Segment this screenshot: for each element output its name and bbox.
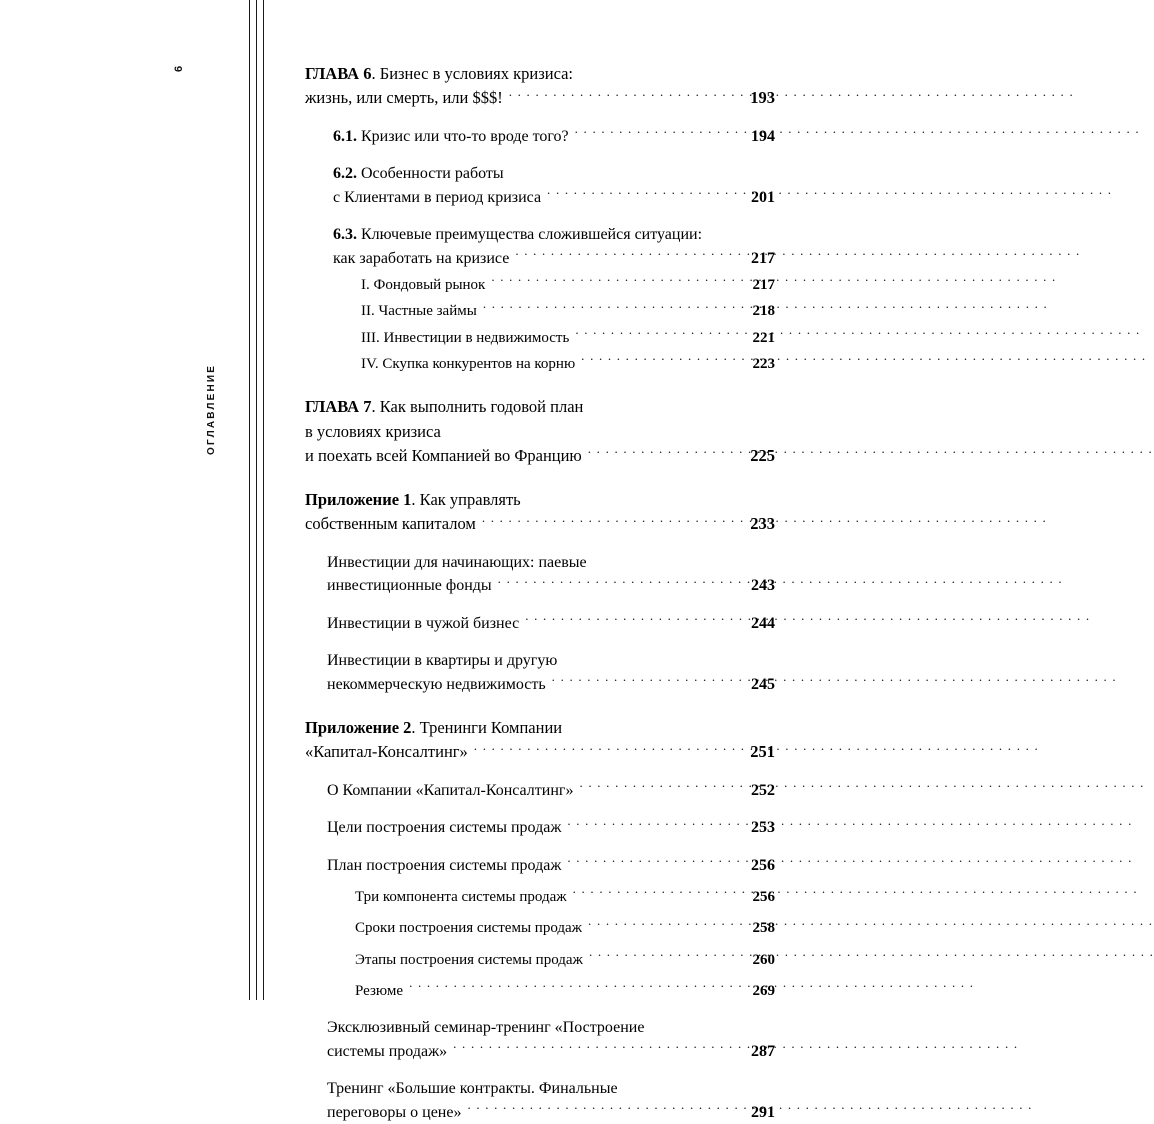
toc-entry[interactable] (305, 886, 775, 908)
page-folio: 6 (173, 65, 185, 72)
toc-entry-text (355, 950, 583, 971)
toc-entry[interactable] (305, 62, 775, 111)
toc-entry-title: Инвестиции в квартиры и другую (327, 652, 558, 670)
toc-page-number: 251 (750, 742, 775, 762)
toc-entry-text (305, 512, 476, 536)
toc-entry-title: некоммерческую недвижимость (327, 675, 546, 693)
toc-entry-text (327, 854, 561, 878)
toc-page-number: 218 (752, 303, 775, 320)
toc-entry-label: 6.3. (333, 226, 357, 244)
toc-entry-title: I. Фондовый рынок (361, 277, 486, 294)
dot-leader (589, 949, 743, 964)
toc-entry-label: Приложение 2 (305, 718, 412, 738)
dot-leader (575, 125, 743, 141)
toc-entry-title: Эксклюзивный семинар-тренинг «Построение (327, 1019, 645, 1037)
toc-page-number: 221 (752, 329, 775, 346)
toc-page-number: 225 (750, 445, 775, 465)
toc-page-number: 260 (752, 951, 775, 968)
margin-rule-1 (249, 0, 250, 1000)
toc-entry[interactable] (305, 949, 775, 971)
toc-entry[interactable] (305, 816, 775, 840)
toc-entry[interactable] (305, 125, 775, 149)
toc-entry-title: План построения системы продаж (327, 856, 562, 874)
toc-entry-title: Цели построения системы продаж (327, 819, 562, 837)
toc-entry-line (361, 300, 775, 322)
toc-entry-title: IV. Скупка конкурентов на корню (361, 355, 576, 372)
toc-entry-title: с Клиентами в период кризиса (333, 188, 542, 206)
toc-entry-title: переговоры о цене» (327, 1103, 462, 1121)
toc-entry-text (355, 887, 567, 908)
toc-entry-line (361, 353, 775, 375)
running-head: ОГЛАВЛЕНИЕ (206, 363, 217, 455)
dot-leader (483, 300, 743, 315)
toc-entry-line (327, 1040, 775, 1064)
toc-entry-title: жизнь, или смерть, или $$$! (305, 88, 503, 108)
toc-entry[interactable] (305, 395, 775, 468)
dot-leader (525, 612, 743, 628)
toc-entry[interactable] (305, 854, 775, 878)
toc-page-number: 233 (750, 514, 775, 534)
toc-entry-text (305, 395, 583, 419)
toc-entry-text (305, 740, 468, 764)
toc-entry-line (333, 125, 775, 149)
toc-entry-line (333, 247, 775, 271)
dot-leader (573, 886, 743, 901)
toc-entry-text (333, 186, 541, 210)
dot-leader (588, 917, 743, 932)
toc-entry-line (305, 512, 775, 536)
toc-entry-title: инвестиционные фонды (327, 577, 492, 595)
toc-entry-label: Приложение 1 (305, 490, 412, 510)
toc-entry[interactable] (305, 223, 775, 270)
toc-entry-title: О Компании «Капитал-Консалтинг» (327, 781, 574, 799)
toc-page-number: 256 (752, 889, 775, 906)
toc-entry-label: ГЛАВА 7 (305, 397, 372, 417)
dot-leader (498, 574, 743, 590)
toc-entry-line (361, 274, 775, 296)
dot-leader (581, 353, 743, 368)
toc-page-number: 217 (751, 249, 775, 267)
toc-entry-title: Особенности работы (357, 165, 504, 183)
toc-entry-label: 6.2. (333, 165, 357, 183)
toc-entry-title: III. Инвестиции в недвижимость (361, 329, 570, 346)
toc-entry-line (327, 816, 775, 840)
toc-page-number: 201 (751, 188, 775, 206)
toc-entry[interactable] (305, 980, 775, 1002)
margin-rule-2 (256, 0, 257, 1000)
toc-entry[interactable] (305, 300, 775, 322)
toc-entry-line (305, 740, 775, 764)
toc-page-number: 245 (751, 675, 775, 693)
toc-entry-title: как заработать на кризисе (333, 249, 510, 267)
dot-leader (588, 444, 743, 461)
toc-entry-line (327, 673, 775, 697)
dot-leader (552, 673, 743, 689)
toc-entry-line (327, 1101, 775, 1124)
dot-leader (567, 854, 743, 870)
toc-page-number: 252 (751, 781, 775, 799)
toc-entry-title: Резюме (355, 983, 404, 1000)
toc-entry-text (333, 162, 504, 186)
toc-entry-text (305, 444, 582, 468)
toc-entry-line (327, 779, 775, 803)
toc-page-number: 287 (751, 1042, 775, 1060)
toc-entry-label: 6.1. (333, 127, 357, 145)
toc-entry-text (361, 328, 569, 349)
toc-page-number: 193 (750, 88, 775, 108)
dot-leader (474, 741, 743, 758)
toc-entry[interactable] (305, 612, 775, 636)
toc-page-number: 253 (751, 819, 775, 837)
dot-leader (491, 274, 743, 289)
toc-page-number: 256 (751, 856, 775, 874)
toc-entry-line (305, 444, 775, 468)
toc-entry-text (327, 779, 573, 803)
dot-leader (575, 327, 743, 342)
toc-page-number: 269 (752, 983, 775, 1000)
toc-entry[interactable] (305, 716, 775, 765)
toc-entry-title: Тренинг «Большие контракты. Финальные (327, 1080, 618, 1098)
toc-entry-text (327, 1040, 447, 1064)
toc-entry-title: . Тренинги Компании (411, 718, 563, 738)
toc-page-number: 243 (751, 577, 775, 595)
toc-entry-text (361, 275, 485, 296)
toc-entry-title: Инвестиции в чужой бизнес (327, 614, 520, 632)
toc-entry[interactable] (305, 551, 775, 598)
toc-entry-text (361, 354, 575, 375)
toc-entry-title: Сроки построения системы продаж (355, 920, 583, 937)
toc-entry-text (327, 673, 546, 697)
toc-entry-line (361, 327, 775, 349)
toc-entry-text (327, 612, 519, 636)
toc-page-number: 244 (751, 614, 775, 632)
toc-entry-title: . Бизнес в условиях кризиса: (371, 64, 574, 83)
toc-entry-text (305, 420, 441, 444)
dot-leader (482, 513, 743, 530)
toc-entry-line (327, 854, 775, 878)
toc-entry[interactable] (305, 488, 775, 537)
toc-entry-title: Кризис или что-то вроде того? (357, 127, 569, 145)
toc-entry-line (305, 395, 775, 419)
toc-entry-text (327, 574, 492, 598)
toc-entry-title: в условиях кризиса (305, 421, 441, 441)
dot-leader (567, 816, 743, 832)
toc-entry-title: Три компонента системы продаж (355, 889, 567, 906)
toc-entry-text (327, 1101, 461, 1124)
toc-entry[interactable] (305, 1016, 775, 1063)
toc-entry[interactable] (305, 162, 775, 209)
toc-entry-title: . Как выполнить годовой план (371, 397, 584, 417)
toc-entry-line (355, 886, 775, 908)
dot-leader (579, 779, 743, 795)
dot-leader (467, 1101, 743, 1117)
toc-entry[interactable] (305, 649, 775, 696)
toc-entry-text (327, 816, 561, 840)
dot-leader (515, 247, 743, 263)
toc-page-number: 223 (752, 355, 775, 372)
toc-entry-line (327, 612, 775, 636)
dot-leader (547, 186, 743, 202)
toc-entry-text (305, 86, 503, 110)
toc-entry-label: ГЛАВА 6 (305, 64, 372, 83)
toc-page-number: 217 (752, 277, 775, 294)
toc-entry[interactable] (305, 1077, 775, 1124)
toc-entry[interactable] (305, 917, 775, 939)
toc-entry-line (355, 980, 775, 1002)
toc-entry-line (355, 949, 775, 971)
toc-entry-title: системы продаж» (327, 1042, 448, 1060)
toc-entry-title: и поехать всей Компанией во Францию (305, 445, 582, 465)
toc-entry-title: Инвестиции для начинающих: паевые (327, 553, 587, 571)
toc-entry-line (333, 186, 775, 210)
toc-entry-text (361, 301, 477, 322)
toc-entry-text (333, 125, 569, 149)
toc-entry[interactable] (305, 327, 775, 349)
toc-entry-line (327, 574, 775, 598)
margin-rule-3 (263, 0, 264, 1000)
toc-entry[interactable] (305, 353, 775, 375)
toc-entry-title: Этапы построения системы продаж (355, 951, 583, 968)
toc-entry-text (327, 649, 557, 673)
toc-page-number: 258 (752, 920, 775, 937)
toc-entry[interactable] (305, 274, 775, 296)
table-of-contents (305, 62, 775, 1124)
toc-entry-title: «Капитал-Консалтинг» (305, 742, 468, 762)
dot-leader (453, 1040, 743, 1056)
toc-entry-title: II. Частные займы (361, 303, 477, 320)
toc-entry[interactable] (305, 779, 775, 803)
toc-page-number: 291 (751, 1103, 775, 1121)
toc-entry-line (305, 86, 775, 110)
dot-leader (409, 980, 743, 995)
toc-entry-text (355, 981, 403, 1002)
toc-entry-title: . Как управлять (411, 490, 521, 510)
dot-leader (509, 87, 743, 104)
toc-entry-line (355, 917, 775, 939)
toc-entry-text (333, 247, 509, 271)
toc-entry-text (355, 918, 582, 939)
toc-entry-title: собственным капиталом (305, 514, 476, 534)
toc-entry-title: Ключевые преимущества сложившейся ситуации: (357, 226, 703, 244)
toc-page-number: 194 (751, 127, 775, 145)
